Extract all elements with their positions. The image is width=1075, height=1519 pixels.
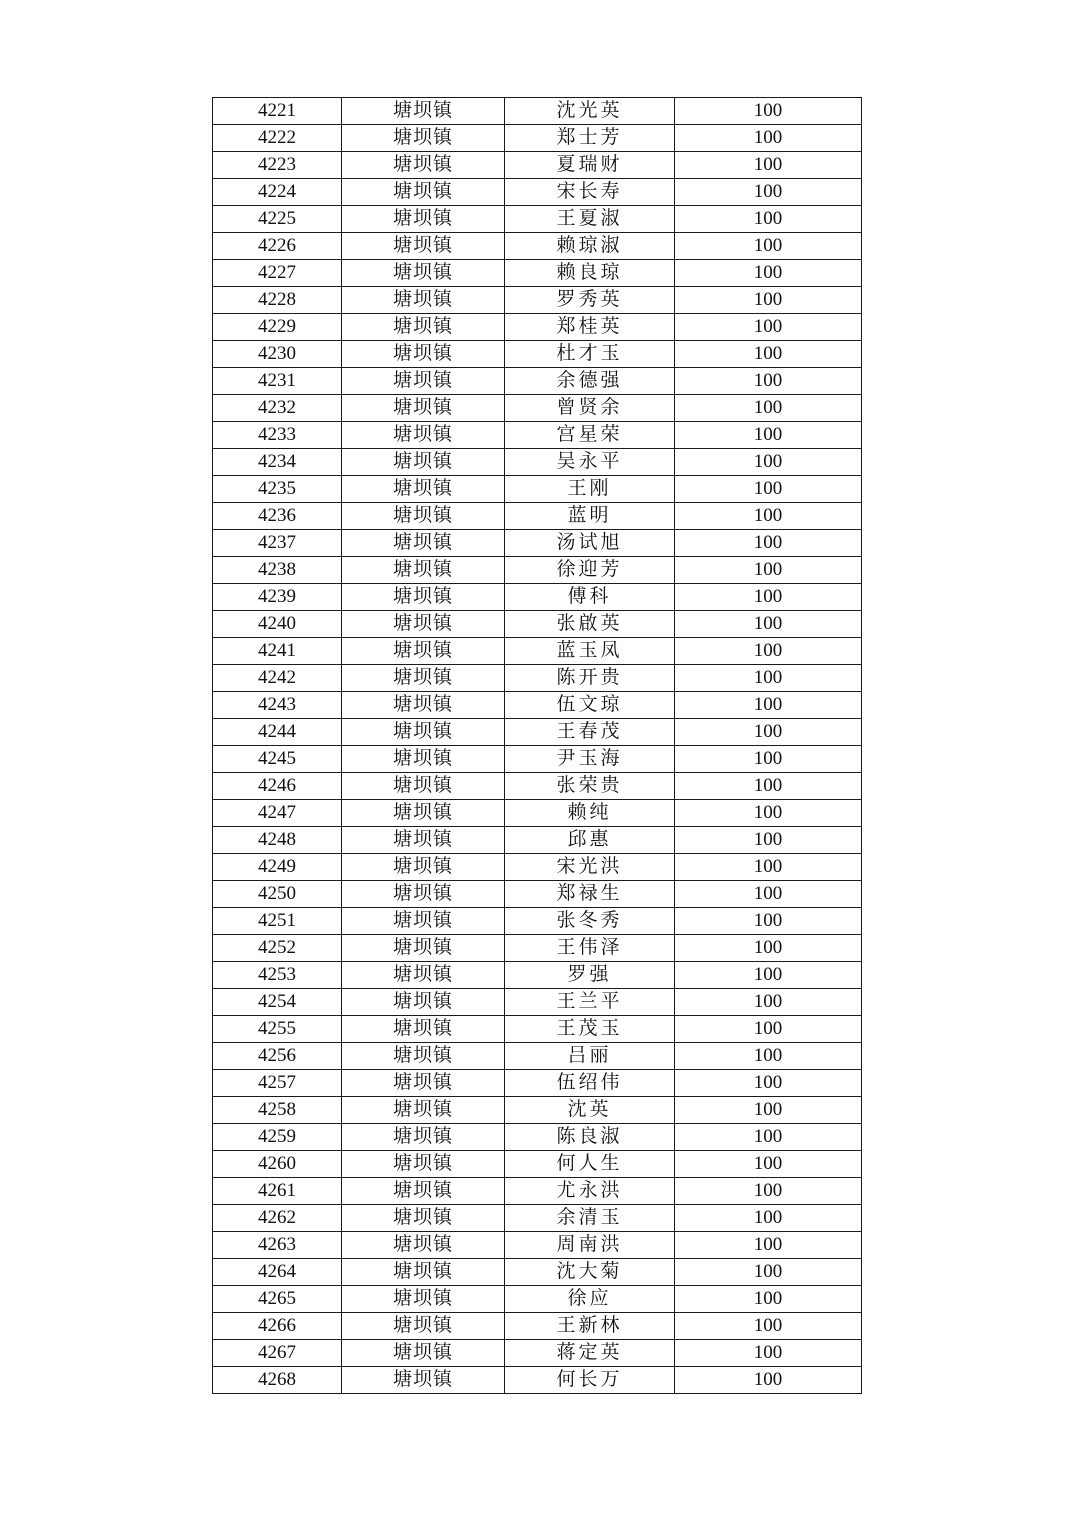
amount-cell: 100	[675, 1097, 862, 1124]
person-name-cell: 伍文琼	[505, 692, 675, 719]
town-cell: 塘坝镇	[342, 476, 505, 503]
amount-cell: 100	[675, 395, 862, 422]
person-name-cell: 王新林	[505, 1313, 675, 1340]
amount-cell: 100	[675, 908, 862, 935]
amount-cell: 100	[675, 962, 862, 989]
person-name-cell: 何人生	[505, 1151, 675, 1178]
table-row	[213, 1259, 862, 1286]
amount-cell: 100	[675, 179, 862, 206]
amount-cell: 100	[675, 1367, 862, 1394]
town-cell: 塘坝镇	[342, 1367, 505, 1394]
table-row	[213, 395, 862, 422]
person-name-cell: 郑桂英	[505, 314, 675, 341]
town-cell: 塘坝镇	[342, 368, 505, 395]
row-number-cell: 4223	[213, 152, 342, 179]
row-number-cell: 4245	[213, 746, 342, 773]
row-number-cell: 4249	[213, 854, 342, 881]
row-number-cell: 4239	[213, 584, 342, 611]
row-number-cell: 4266	[213, 1313, 342, 1340]
table-row	[213, 854, 862, 881]
person-name-cell: 宋光洪	[505, 854, 675, 881]
table-row	[213, 935, 862, 962]
table-row	[213, 1043, 862, 1070]
row-number-cell: 4259	[213, 1124, 342, 1151]
row-number-cell: 4237	[213, 530, 342, 557]
row-number-cell: 4262	[213, 1205, 342, 1232]
table-row	[213, 206, 862, 233]
row-number-cell: 4233	[213, 422, 342, 449]
person-name-cell: 赖琼淑	[505, 233, 675, 260]
town-cell: 塘坝镇	[342, 719, 505, 746]
person-name-cell: 张荣贵	[505, 773, 675, 800]
roster-table-body	[213, 98, 862, 1394]
table-row	[213, 530, 862, 557]
person-name-cell: 宫星荣	[505, 422, 675, 449]
amount-cell: 100	[675, 1151, 862, 1178]
row-number-cell: 4235	[213, 476, 342, 503]
person-name-cell: 夏瑞财	[505, 152, 675, 179]
person-name-cell: 邱惠	[505, 827, 675, 854]
table-row	[213, 98, 862, 125]
amount-cell: 100	[675, 854, 862, 881]
amount-cell: 100	[675, 1016, 862, 1043]
table-row	[213, 449, 862, 476]
person-name-cell: 沈光英	[505, 98, 675, 125]
amount-cell: 100	[675, 260, 862, 287]
amount-cell: 100	[675, 692, 862, 719]
amount-cell: 100	[675, 503, 862, 530]
town-cell: 塘坝镇	[342, 125, 505, 152]
person-name-cell: 余德强	[505, 368, 675, 395]
person-name-cell: 王茂玉	[505, 1016, 675, 1043]
row-number-cell: 4236	[213, 503, 342, 530]
town-cell: 塘坝镇	[342, 962, 505, 989]
table-row	[213, 773, 862, 800]
person-name-cell: 蓝明	[505, 503, 675, 530]
row-number-cell: 4267	[213, 1340, 342, 1367]
amount-cell: 100	[675, 557, 862, 584]
town-cell: 塘坝镇	[342, 179, 505, 206]
row-number-cell: 4258	[213, 1097, 342, 1124]
row-number-cell: 4257	[213, 1070, 342, 1097]
person-name-cell: 王夏淑	[505, 206, 675, 233]
row-number-cell: 4268	[213, 1367, 342, 1394]
amount-cell: 100	[675, 665, 862, 692]
table-row	[213, 125, 862, 152]
amount-cell: 100	[675, 1070, 862, 1097]
town-cell: 塘坝镇	[342, 1097, 505, 1124]
town-cell: 塘坝镇	[342, 1124, 505, 1151]
person-name-cell: 王兰平	[505, 989, 675, 1016]
town-cell: 塘坝镇	[342, 449, 505, 476]
amount-cell: 100	[675, 1340, 862, 1367]
town-cell: 塘坝镇	[342, 665, 505, 692]
table-row	[213, 1313, 862, 1340]
person-name-cell: 张冬秀	[505, 908, 675, 935]
amount-cell: 100	[675, 368, 862, 395]
amount-cell: 100	[675, 989, 862, 1016]
table-row	[213, 152, 862, 179]
amount-cell: 100	[675, 1259, 862, 1286]
amount-cell: 100	[675, 233, 862, 260]
table-row	[213, 314, 862, 341]
table-row	[213, 1340, 862, 1367]
person-name-cell: 王刚	[505, 476, 675, 503]
table-row	[213, 665, 862, 692]
town-cell: 塘坝镇	[342, 260, 505, 287]
person-name-cell: 伍绍伟	[505, 1070, 675, 1097]
amount-cell: 100	[675, 638, 862, 665]
town-cell: 塘坝镇	[342, 611, 505, 638]
amount-cell: 100	[675, 881, 862, 908]
amount-cell: 100	[675, 152, 862, 179]
table-row	[213, 827, 862, 854]
person-name-cell: 蒋定英	[505, 1340, 675, 1367]
row-number-cell: 4230	[213, 341, 342, 368]
row-number-cell: 4248	[213, 827, 342, 854]
town-cell: 塘坝镇	[342, 1286, 505, 1313]
town-cell: 塘坝镇	[342, 908, 505, 935]
table-row	[213, 260, 862, 287]
person-name-cell: 罗秀英	[505, 287, 675, 314]
town-cell: 塘坝镇	[342, 800, 505, 827]
table-row	[213, 422, 862, 449]
row-number-cell: 4241	[213, 638, 342, 665]
row-number-cell: 4238	[213, 557, 342, 584]
town-cell: 塘坝镇	[342, 287, 505, 314]
amount-cell: 100	[675, 719, 862, 746]
town-cell: 塘坝镇	[342, 773, 505, 800]
row-number-cell: 4250	[213, 881, 342, 908]
table-row	[213, 962, 862, 989]
town-cell: 塘坝镇	[342, 1043, 505, 1070]
amount-cell: 100	[675, 1124, 862, 1151]
row-number-cell: 4256	[213, 1043, 342, 1070]
row-number-cell: 4251	[213, 908, 342, 935]
amount-cell: 100	[675, 1178, 862, 1205]
amount-cell: 100	[675, 125, 862, 152]
town-cell: 塘坝镇	[342, 638, 505, 665]
table-row	[213, 989, 862, 1016]
table-row	[213, 692, 862, 719]
town-cell: 塘坝镇	[342, 1016, 505, 1043]
table-row	[213, 908, 862, 935]
table-row	[213, 1151, 862, 1178]
amount-cell: 100	[675, 746, 862, 773]
person-name-cell: 蓝玉凤	[505, 638, 675, 665]
town-cell: 塘坝镇	[342, 881, 505, 908]
row-number-cell: 4252	[213, 935, 342, 962]
town-cell: 塘坝镇	[342, 854, 505, 881]
town-cell: 塘坝镇	[342, 314, 505, 341]
table-row	[213, 638, 862, 665]
table-row	[213, 1232, 862, 1259]
person-name-cell: 张啟英	[505, 611, 675, 638]
row-number-cell: 4244	[213, 719, 342, 746]
table-row	[213, 1124, 862, 1151]
person-name-cell: 傅科	[505, 584, 675, 611]
row-number-cell: 4253	[213, 962, 342, 989]
table-row	[213, 800, 862, 827]
person-name-cell: 徐应	[505, 1286, 675, 1313]
town-cell: 塘坝镇	[342, 935, 505, 962]
row-number-cell: 4228	[213, 287, 342, 314]
amount-cell: 100	[675, 1313, 862, 1340]
amount-cell: 100	[675, 1286, 862, 1313]
table-row	[213, 557, 862, 584]
row-number-cell: 4243	[213, 692, 342, 719]
person-name-cell: 周南洪	[505, 1232, 675, 1259]
person-name-cell: 尹玉海	[505, 746, 675, 773]
person-name-cell: 沈大菊	[505, 1259, 675, 1286]
row-number-cell: 4261	[213, 1178, 342, 1205]
table-row	[213, 746, 862, 773]
row-number-cell: 4247	[213, 800, 342, 827]
amount-cell: 100	[675, 1232, 862, 1259]
person-name-cell: 王伟泽	[505, 935, 675, 962]
town-cell: 塘坝镇	[342, 530, 505, 557]
amount-cell: 100	[675, 800, 862, 827]
amount-cell: 100	[675, 611, 862, 638]
table-row	[213, 1286, 862, 1313]
table-row	[213, 1016, 862, 1043]
row-number-cell: 4265	[213, 1286, 342, 1313]
table-row	[213, 368, 862, 395]
town-cell: 塘坝镇	[342, 1340, 505, 1367]
amount-cell: 100	[675, 827, 862, 854]
row-number-cell: 4225	[213, 206, 342, 233]
row-number-cell: 4229	[213, 314, 342, 341]
town-cell: 塘坝镇	[342, 503, 505, 530]
town-cell: 塘坝镇	[342, 98, 505, 125]
town-cell: 塘坝镇	[342, 1232, 505, 1259]
table-row	[213, 341, 862, 368]
town-cell: 塘坝镇	[342, 395, 505, 422]
row-number-cell: 4254	[213, 989, 342, 1016]
person-name-cell: 吕丽	[505, 1043, 675, 1070]
amount-cell: 100	[675, 530, 862, 557]
person-name-cell: 余清玉	[505, 1205, 675, 1232]
town-cell: 塘坝镇	[342, 206, 505, 233]
person-name-cell: 吴永平	[505, 449, 675, 476]
person-name-cell: 杜才玉	[505, 341, 675, 368]
amount-cell: 100	[675, 422, 862, 449]
town-cell: 塘坝镇	[342, 422, 505, 449]
town-cell: 塘坝镇	[342, 1205, 505, 1232]
person-name-cell: 罗强	[505, 962, 675, 989]
amount-cell: 100	[675, 584, 862, 611]
person-name-cell: 陈良淑	[505, 1124, 675, 1151]
amount-cell: 100	[675, 1205, 862, 1232]
person-name-cell: 赖良琼	[505, 260, 675, 287]
amount-cell: 100	[675, 98, 862, 125]
town-cell: 塘坝镇	[342, 827, 505, 854]
amount-cell: 100	[675, 287, 862, 314]
person-name-cell: 尤永洪	[505, 1178, 675, 1205]
person-name-cell: 曾贤余	[505, 395, 675, 422]
amount-cell: 100	[675, 1043, 862, 1070]
row-number-cell: 4260	[213, 1151, 342, 1178]
row-number-cell: 4232	[213, 395, 342, 422]
person-name-cell: 徐迎芳	[505, 557, 675, 584]
person-name-cell: 陈开贵	[505, 665, 675, 692]
person-name-cell: 汤试旭	[505, 530, 675, 557]
amount-cell: 100	[675, 206, 862, 233]
amount-cell: 100	[675, 476, 862, 503]
person-name-cell: 王春茂	[505, 719, 675, 746]
table-row	[213, 1097, 862, 1124]
row-number-cell: 4222	[213, 125, 342, 152]
amount-cell: 100	[675, 314, 862, 341]
table-row	[213, 287, 862, 314]
table-row	[213, 233, 862, 260]
row-number-cell: 4255	[213, 1016, 342, 1043]
town-cell: 塘坝镇	[342, 584, 505, 611]
table-row	[213, 881, 862, 908]
town-cell: 塘坝镇	[342, 989, 505, 1016]
row-number-cell: 4231	[213, 368, 342, 395]
row-number-cell: 4224	[213, 179, 342, 206]
town-cell: 塘坝镇	[342, 1259, 505, 1286]
row-number-cell: 4246	[213, 773, 342, 800]
town-cell: 塘坝镇	[342, 233, 505, 260]
town-cell: 塘坝镇	[342, 1070, 505, 1097]
table-row	[213, 584, 862, 611]
town-cell: 塘坝镇	[342, 692, 505, 719]
amount-cell: 100	[675, 773, 862, 800]
table-row	[213, 1205, 862, 1232]
town-cell: 塘坝镇	[342, 1151, 505, 1178]
town-cell: 塘坝镇	[342, 1313, 505, 1340]
row-number-cell: 4240	[213, 611, 342, 638]
person-name-cell: 何长万	[505, 1367, 675, 1394]
town-cell: 塘坝镇	[342, 152, 505, 179]
person-name-cell: 宋长寿	[505, 179, 675, 206]
table-row	[213, 719, 862, 746]
row-number-cell: 4264	[213, 1259, 342, 1286]
row-number-cell: 4242	[213, 665, 342, 692]
town-cell: 塘坝镇	[342, 1178, 505, 1205]
amount-cell: 100	[675, 341, 862, 368]
table-row	[213, 503, 862, 530]
amount-cell: 100	[675, 449, 862, 476]
table-row	[213, 1070, 862, 1097]
person-name-cell: 郑士芳	[505, 125, 675, 152]
row-number-cell: 4227	[213, 260, 342, 287]
person-name-cell: 沈英	[505, 1097, 675, 1124]
person-name-cell: 赖纯	[505, 800, 675, 827]
person-name-cell: 郑禄生	[505, 881, 675, 908]
table-row	[213, 179, 862, 206]
table-row	[213, 611, 862, 638]
town-cell: 塘坝镇	[342, 557, 505, 584]
town-cell: 塘坝镇	[342, 341, 505, 368]
amount-cell: 100	[675, 935, 862, 962]
table-row	[213, 476, 862, 503]
row-number-cell: 4221	[213, 98, 342, 125]
table-row	[213, 1367, 862, 1394]
row-number-cell: 4226	[213, 233, 342, 260]
roster-table	[212, 97, 862, 1394]
row-number-cell: 4263	[213, 1232, 342, 1259]
town-cell: 塘坝镇	[342, 746, 505, 773]
table-row	[213, 1178, 862, 1205]
row-number-cell: 4234	[213, 449, 342, 476]
